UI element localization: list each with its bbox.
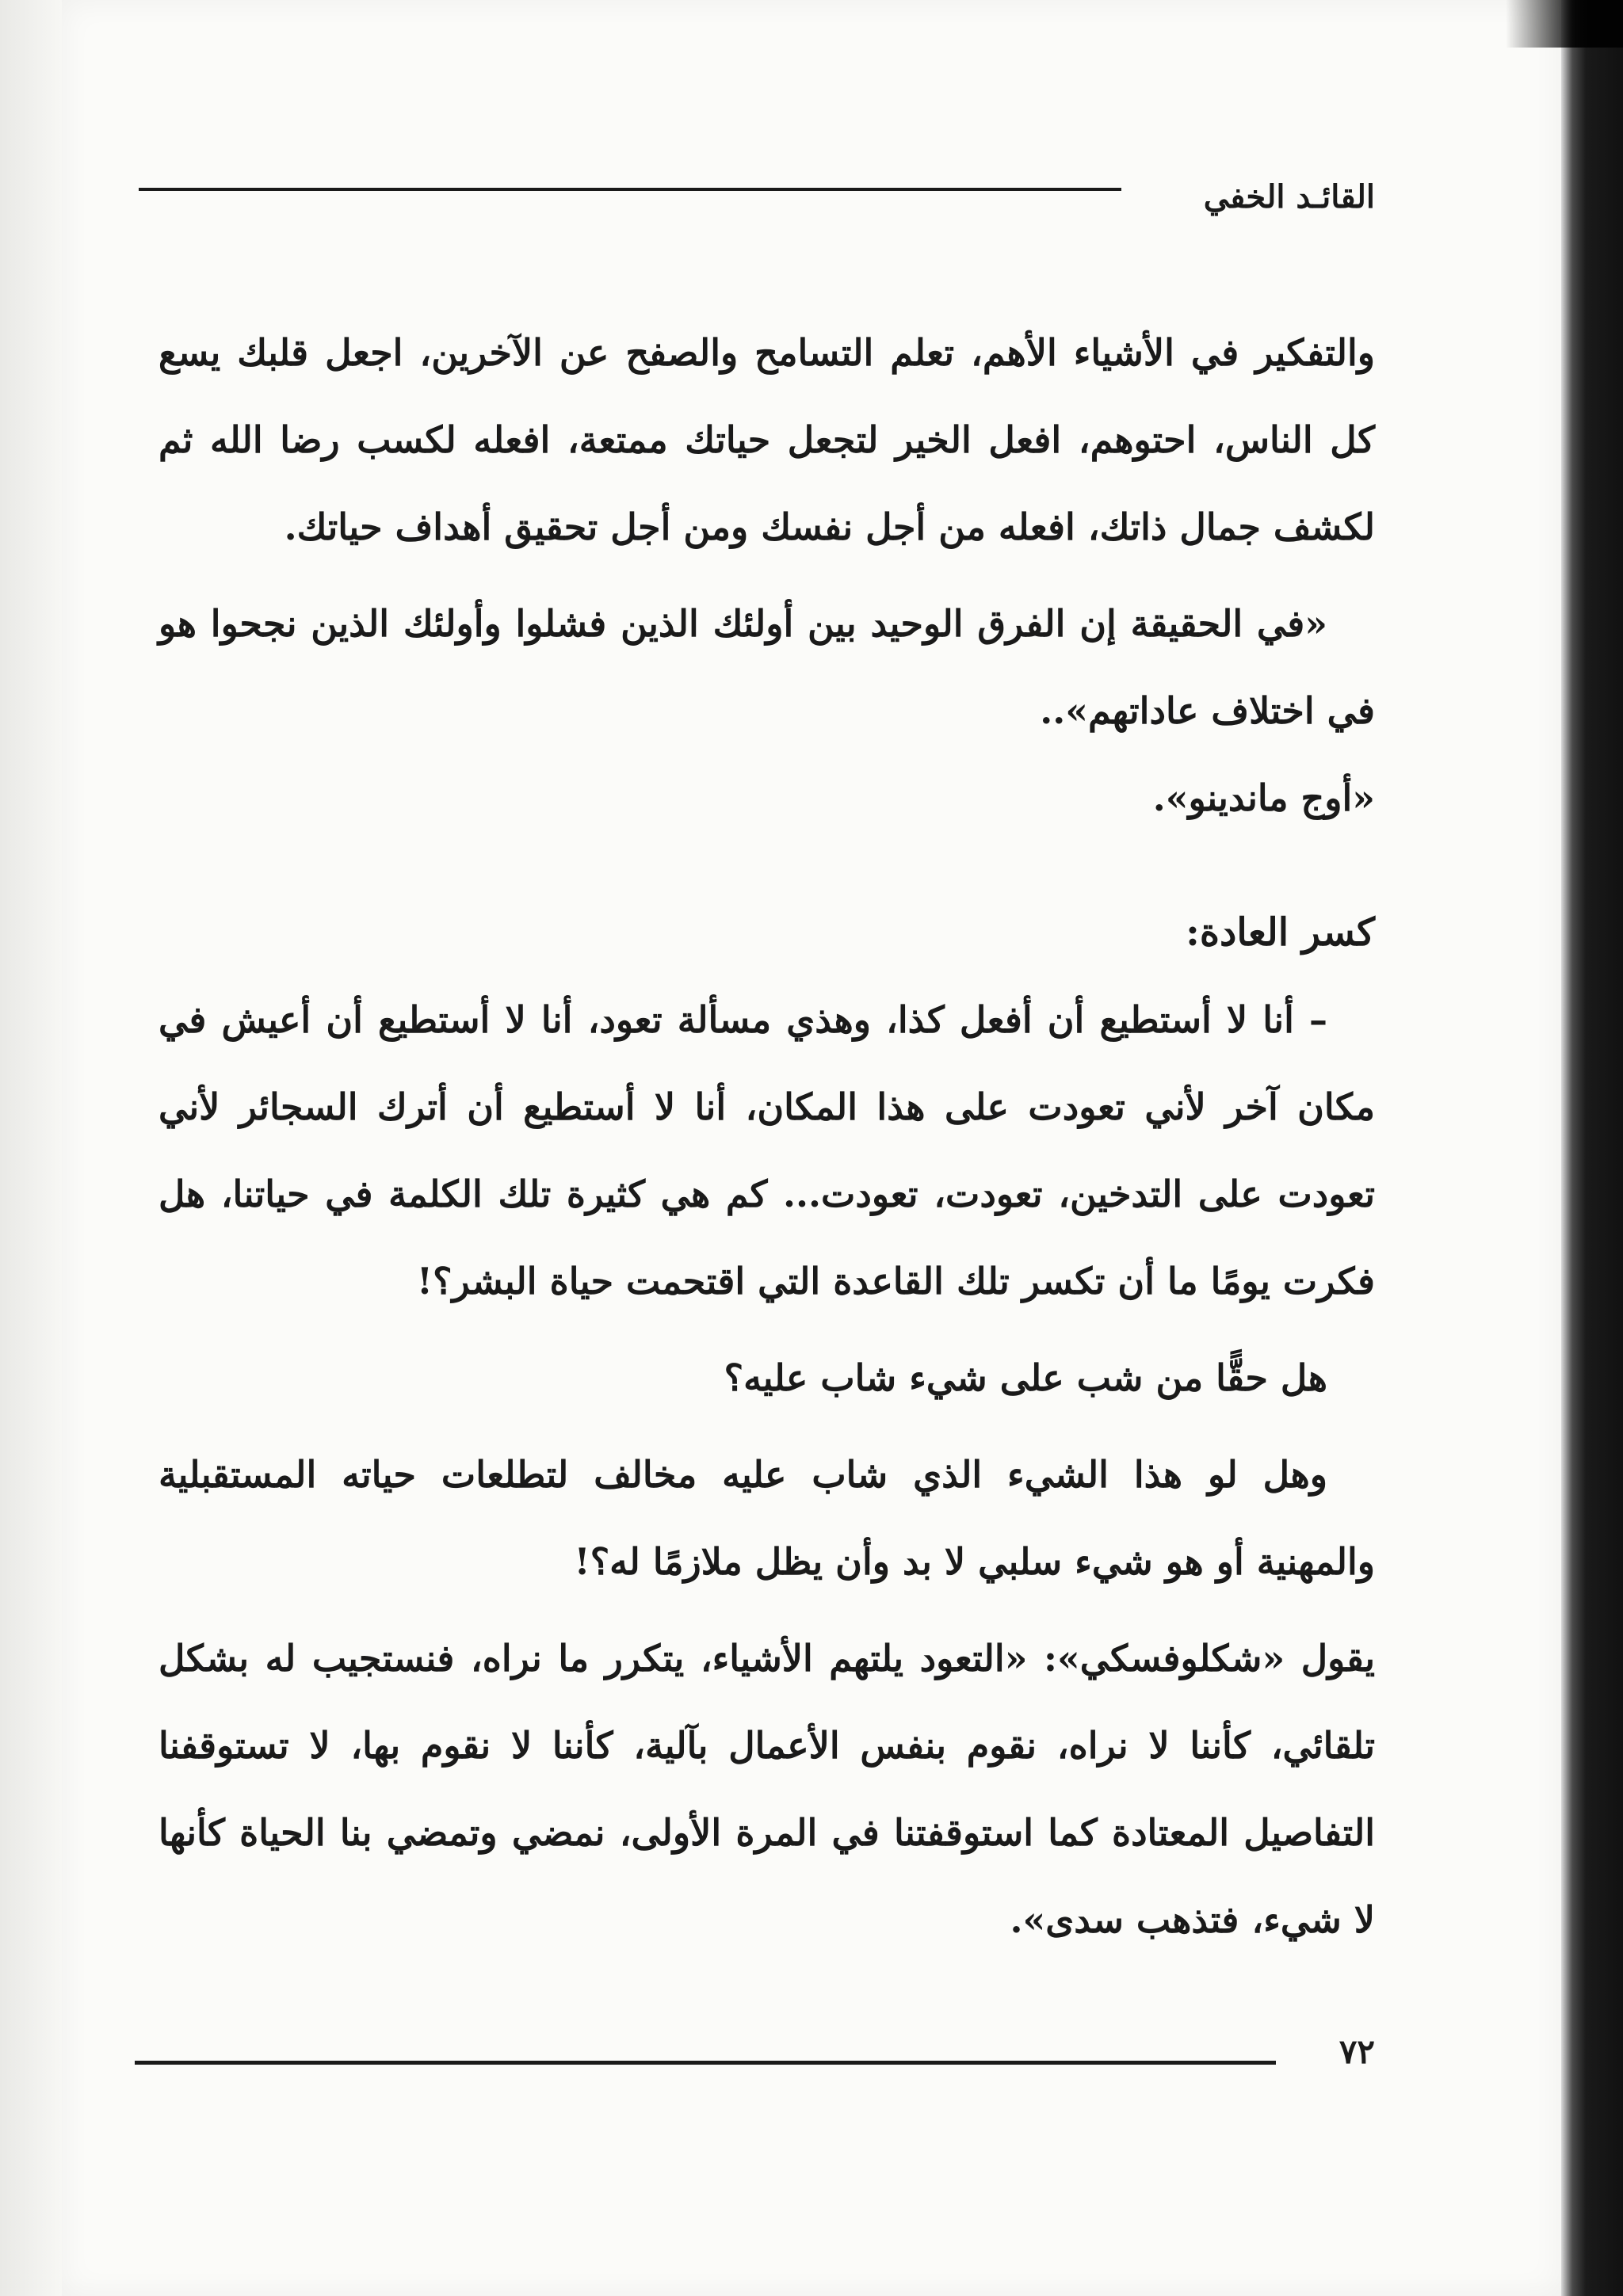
paragraph-4: – أنا لا أستطيع أن أفعل كذا، وهذي مسألة تعود، أنا لا أستطيع أن أعيش في مكان آخر لأني تعودت على هذا المكان، أنا لا أستطيع أن أترك السجائر لأني تعودت على التدخين، تعودت، تعودت... كم هي كثيرة تلك الكلمة في حياتنا، هل فكرت يومًا ما أن تكسر تلك القاعدة التي اقتحمت حياة البشر؟!	[158, 998, 1375, 1302]
page-right-edge	[1561, 0, 1623, 2296]
page-body	[158, 309, 1375, 1963]
running-header-title: القائـد الخفي	[1203, 178, 1375, 215]
paragraph-7: يقول «شكلوفسكي»: «التعود يلتهم الأشياء، يتكرر ما نراه، فنستجيب له بشكل تلقائي، كأننا لا نراه، نقوم بنفس الأعمال بآلية، كأننا لا نقوم بها، لا تستوقفنا التفاصيل المعتادة كما استوقفتنا في المرة الأولى، نمضي وتمضي بنا الحياة كأنها لا شيء، فتذهب سدى».	[158, 1637, 1375, 1941]
page-footer	[135, 2032, 1375, 2096]
running-header	[139, 178, 1375, 234]
paragraph-6: وهل لو هذا الشيء الذي شاب عليه مخالف لتطلعات حياته المستقبلية والمهنية أو هو شيء سلبي لا بد وأن يظل ملازمًا له؟!	[158, 1453, 1375, 1583]
paragraph-5: هل حقًّا من شب على شيء شاب عليه؟	[724, 1356, 1327, 1399]
footer-rule	[135, 2061, 1276, 2065]
quote-attribution: «أوج ماندينو».	[1152, 776, 1375, 819]
page-number: ٧٢	[1338, 2032, 1375, 2071]
header-rule	[139, 188, 1121, 191]
page-left-shadow	[0, 0, 62, 2296]
page-corner-shadow	[1506, 0, 1623, 48]
paragraph-1: والتفكير في الأشياء الأهم، تعلم التسامح والصفح عن الآخرين، اجعل قلبك يسع كل الناس، احتوهم، افعل الخير لتجعل حياتك ممتعة، افعله لكسب رضا الله ثم لكشف جمال ذاتك، افعله من أجل نفسك ومن أجل تحقيق أهداف حياتك.	[158, 331, 1375, 548]
section-heading: كسر العادة:	[1186, 910, 1375, 955]
quote-paragraph: «في الحقيقة إن الفرق الوحيد بين أولئك الذين فشلوا وأولئك الذين نجحوا هو في اختلاف عاداتهم»..	[158, 602, 1375, 732]
